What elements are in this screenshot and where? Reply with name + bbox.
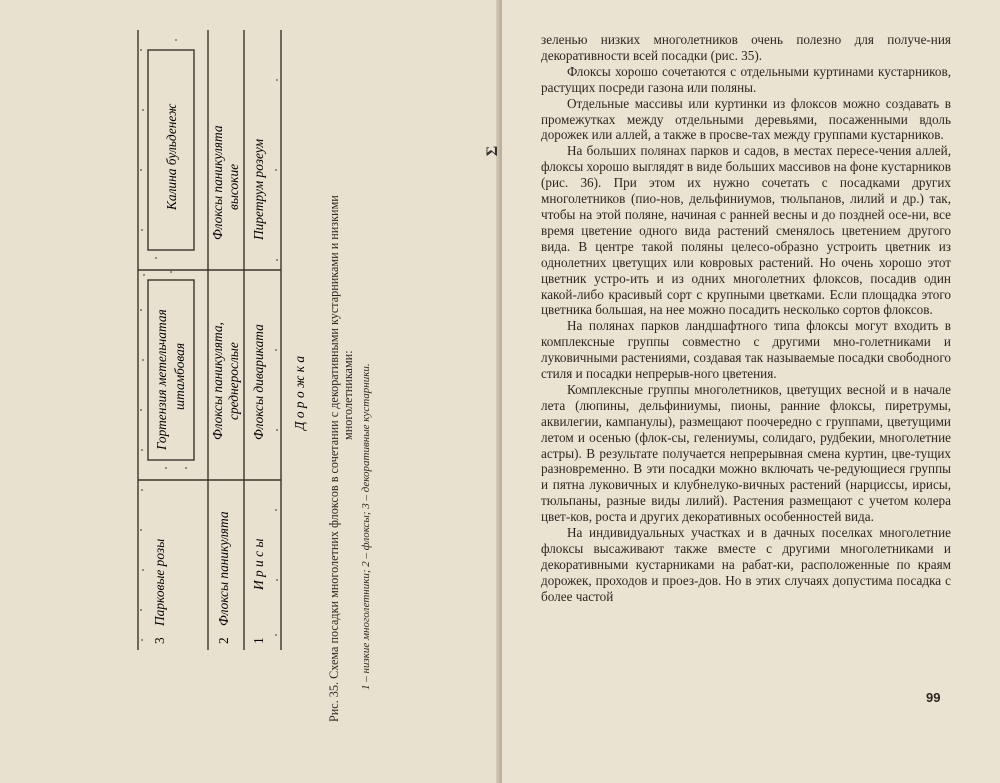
label-irises: И р и с ы <box>251 538 266 590</box>
label-phlox-medium: Флоксы паникулята, <box>210 322 225 440</box>
label-park-roses: Парковые розы <box>152 538 167 626</box>
figure-caption-line-1: Рис. 35. Схема посадки многолетних флоксов в сочетании с декоративными кустарниками и низкими <box>327 195 341 722</box>
paragraph: На полянах парков ландшафтного типа флоксы могут входить в комплексные группы совместно с другими мно-голетниками и луковичными растениями, создавая так называемые посадки свободного стиля и посадки непрерыв-ного цветения. <box>541 318 951 382</box>
margin-mark: Σ <box>484 145 502 157</box>
paragraph: Флоксы хорошо сочетаются с отдельными куртинами кустарников, растущих посреди газона или поляны. <box>541 63 951 95</box>
label-phlox-medium-2: среднерослые <box>226 342 241 420</box>
figure-caption-line-3: 1 – низкие многолетники; 2 – флоксы; 3 – декоративные кустарники. <box>360 363 372 690</box>
label-path: Д о р о ж к а <box>292 355 307 430</box>
page-number: 99 <box>926 690 941 705</box>
label-pyrethrum: Пиретрум розеум <box>251 138 266 240</box>
label-phlox-tall: Флоксы паникулята <box>210 125 225 240</box>
label-viburnum: Калина бульденеж <box>164 103 179 210</box>
label-num-1: 1 <box>251 637 266 644</box>
label-num-3: 3 <box>152 637 167 644</box>
paragraph: зеленью низких многолетников очень полезно для получе-ния декоративности всей посадки (рис. 35). <box>541 32 951 63</box>
label-phlox-tall-2: высокие <box>226 163 241 210</box>
figure-caption-line-2: многолетниками: <box>341 350 355 440</box>
body-text <box>541 32 951 605</box>
label-num-2: 2 <box>216 637 231 644</box>
figure-rotated <box>126 0 376 730</box>
label-phlox-paniculata: Флоксы паникулята <box>216 511 231 626</box>
planting-scheme-figure <box>126 0 376 730</box>
paragraph: На индивидуальных участках и в дачных поселках многолетние флоксы высаживают также вместе с другими многолетниками и декоративными кустарниками на рабат-ки, расположенные по краям дорожек, проходов и проез-дов. Но в этих случаях допустима посадка с более частой <box>541 525 951 604</box>
label-hortensia-standard: штамбовая <box>172 342 187 410</box>
paragraph: Комплексные группы многолетников, цветущих весной и в начале лета (люпины, дельфиниумы, пионы, ранние флоксы, пиретрумы, аквилегии, кампанулы), размещают поочередно с группами, цветущими летом и осенью (флок-сы, гелениумы, солидаго, рудбекии, многолетние астры). В результате получается непрерывная смена куртин, цве-тущих разновременно. В эти посадки можно включать че-редующиеся группы и пятна луковичных и клубнелуко-вичных растений (нарциссы, ирисы, тюльпаны, разные виды лилий). Растения размещают с учетом колера цвет-ков, роста и других декоративных особенностей вида. <box>541 381 951 525</box>
paragraph: На больших полянах парков и садов, в местах пересе-чения аллей, флоксы хорошо выглядят в виде больших массивов на фоне кустарников (рис. 36). При этом их нужно сочетать с посадками других многолетников (пио-нов, дельфиниумов, тюльпанов, лилий и др.) так, чтобы на этой поляне, начиная с ранней весны и до поздней осе-ни, все время цветение одного вида растений сменялось цветением другого вида. В центре такой поляны целесо-образно устроить цветник из однолетних цветущих или ковровых растений. Но очень хорошо этот цветник устро-ить и из одних многолетних флоксов, посадив один какой-либо красивый сорт с крупными цветками. Если площадка этого цветника большая, на нее можно посадить несколько сортов флоксов. <box>541 143 951 318</box>
paragraph: Отдельные массивы или куртинки из флоксов можно создавать в промежутках между отдельными деревьями, посаженными вдоль дорожек или аллей, а также в просве-тах между группами кустарников. <box>541 95 951 143</box>
label-hortensia: Гортензия метельчатая <box>154 309 169 450</box>
label-phlox-divaricata: Флоксы дивариката <box>251 324 266 440</box>
